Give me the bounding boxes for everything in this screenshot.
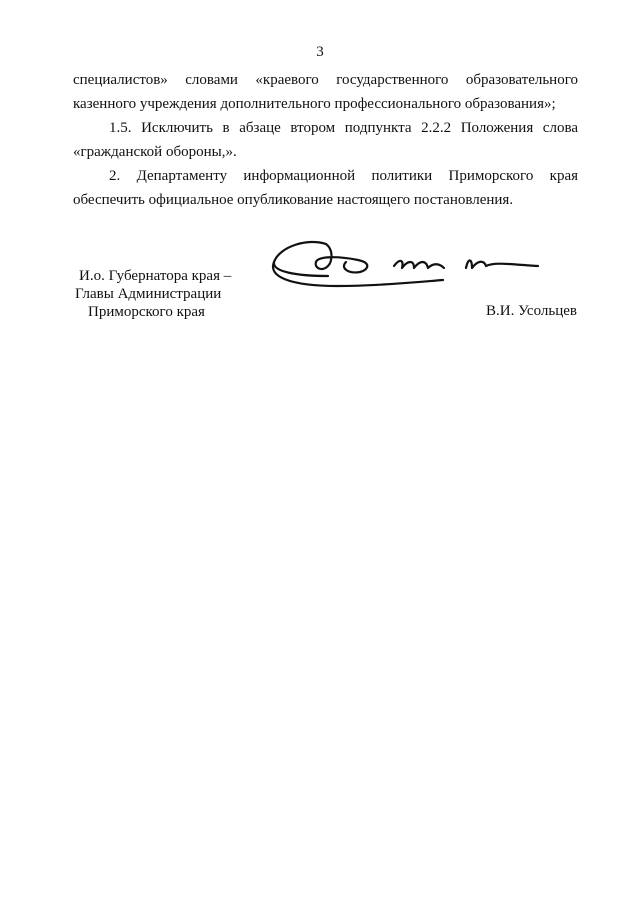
signer-name: В.И. Усольцев bbox=[486, 303, 577, 319]
paragraph-line: обеспечить официальное опубликование настоящего постановления. bbox=[73, 192, 514, 208]
signatory-title-line: Главы Администрации bbox=[75, 286, 222, 302]
signatory-title bbox=[73, 267, 231, 321]
paragraph-line: 1.5. Исключить в абзаце втором подпункта 2.2.2 Положения слова bbox=[109, 120, 578, 136]
page-number: 3 bbox=[316, 44, 324, 60]
paragraph-line: 2. Департаменту информационной политики Приморского края bbox=[109, 168, 578, 184]
paragraph-item-2 bbox=[73, 164, 578, 212]
paragraph-line: специалистов» словами «краевого государственного образовательного bbox=[73, 72, 578, 88]
paragraph-line: «гражданской обороны,». bbox=[73, 144, 237, 160]
paragraph-item-1-5 bbox=[73, 116, 578, 164]
handwritten-signature bbox=[268, 236, 543, 294]
document-body bbox=[73, 68, 578, 212]
paragraph-line: казенного учреждения дополнительного профессионального образования»; bbox=[73, 96, 556, 112]
signatory-title-line: Приморского края bbox=[88, 304, 205, 320]
paragraph-continuation bbox=[73, 68, 578, 116]
signatory-title-line: И.о. Губернатора края – bbox=[79, 268, 232, 284]
